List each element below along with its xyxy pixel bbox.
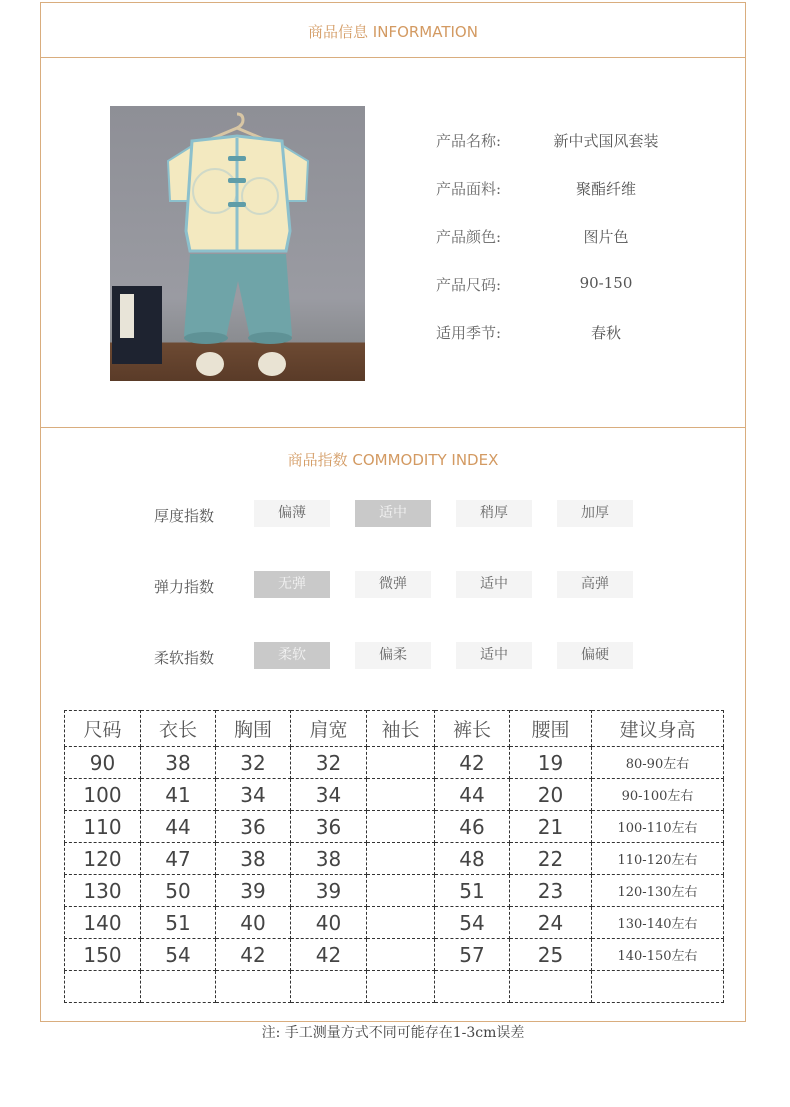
elasticity-label: 弹力指数 (154, 578, 215, 596)
table-cell (216, 971, 291, 1003)
table-cell: 42 (435, 747, 510, 779)
table-cell: 130-140左右 (592, 907, 724, 939)
measurement-note: 注: 手工测量方式不同可能存在1-3cm误差 (261, 1025, 525, 1041)
table-cell: 47 (141, 843, 216, 875)
softness-option: 柔软 (254, 642, 330, 669)
info-row-size (436, 274, 696, 298)
info-label: 产品面料: (436, 180, 502, 198)
info-value: 春秋 (590, 324, 621, 342)
elasticity-option: 高弹 (557, 571, 633, 598)
table-cell: 39 (291, 875, 367, 907)
thickness-label: 厚度指数 (154, 507, 215, 525)
table-cell (367, 843, 435, 875)
table-cell: 110 (65, 811, 141, 843)
table-cell (367, 939, 435, 971)
thickness-option: 偏薄 (254, 500, 330, 527)
table-cell: 38 (291, 843, 367, 875)
table-cell: 40 (291, 907, 367, 939)
table-cell: 100 (65, 779, 141, 811)
table-cell: 120-130左右 (592, 875, 724, 907)
table-cell: 51 (435, 875, 510, 907)
table-cell: 41 (141, 779, 216, 811)
table-cell: 25 (510, 939, 592, 971)
header-cell: 胸围 (216, 711, 291, 747)
table-cell: 54 (141, 939, 216, 971)
info-row-name (436, 130, 696, 154)
elasticity-option: 无弹 (254, 571, 330, 598)
table-row (65, 779, 724, 811)
table-cell (592, 971, 724, 1003)
table-row (65, 907, 724, 939)
product-photo (110, 106, 365, 381)
table-cell: 120 (65, 843, 141, 875)
table-cell: 90 (65, 747, 141, 779)
table-cell (367, 779, 435, 811)
softness-label: 柔软指数 (154, 649, 215, 667)
table-cell: 50 (141, 875, 216, 907)
table-cell (141, 971, 216, 1003)
info-value: 90-150 (579, 274, 633, 292)
info-value: 聚酯纤维 (575, 180, 636, 198)
table-row (65, 875, 724, 907)
size-table (64, 710, 724, 1003)
table-row (65, 939, 724, 971)
header-cell: 肩宽 (291, 711, 367, 747)
table-cell: 51 (141, 907, 216, 939)
info-row-color (436, 226, 696, 250)
table-cell: 23 (510, 875, 592, 907)
info-row-fabric (436, 178, 696, 202)
table-cell: 20 (510, 779, 592, 811)
elasticity-option: 微弹 (355, 571, 431, 598)
table-cell (367, 907, 435, 939)
section-divider (40, 427, 746, 428)
info-label: 产品名称: (436, 132, 502, 150)
shoe-icon (196, 352, 224, 376)
table-cell: 38 (141, 747, 216, 779)
table-cell (65, 971, 141, 1003)
table-cell: 90-100左右 (592, 779, 724, 811)
softness-option: 偏柔 (355, 642, 431, 669)
elasticity-option: 适中 (456, 571, 532, 598)
table-cell (367, 971, 435, 1003)
thickness-option: 加厚 (557, 500, 633, 527)
table-cell: 21 (510, 811, 592, 843)
table-cell: 80-90左右 (592, 747, 724, 779)
table-cell: 40 (216, 907, 291, 939)
table-row (65, 811, 724, 843)
info-value: 新中式国风套装 (553, 132, 659, 150)
table-cell: 44 (141, 811, 216, 843)
table-cell: 46 (435, 811, 510, 843)
header-cell: 建议身高 (592, 711, 724, 747)
info-label: 产品颜色: (436, 228, 502, 246)
table-cell: 54 (435, 907, 510, 939)
table-cell: 44 (435, 779, 510, 811)
product-illustration (110, 106, 365, 381)
table-cell: 140 (65, 907, 141, 939)
table-cell: 110-120左右 (592, 843, 724, 875)
header-cell: 裤长 (435, 711, 510, 747)
table-cell (367, 747, 435, 779)
info-label: 产品尺码: (436, 276, 502, 294)
table-cell: 19 (510, 747, 592, 779)
table-cell: 130 (65, 875, 141, 907)
table-cell (367, 811, 435, 843)
table-row-empty (65, 971, 724, 1003)
table-cell: 39 (216, 875, 291, 907)
table-row (65, 747, 724, 779)
thickness-option: 稍厚 (456, 500, 532, 527)
table-cell: 48 (435, 843, 510, 875)
table-cell: 22 (510, 843, 592, 875)
header-cell: 袖长 (367, 711, 435, 747)
table-cell: 42 (216, 939, 291, 971)
size-table-header (65, 711, 724, 747)
table-cell (367, 875, 435, 907)
info-label: 适用季节: (436, 324, 502, 342)
table-cell (435, 971, 510, 1003)
table-cell (510, 971, 592, 1003)
book-icon (112, 286, 162, 364)
softness-option: 适中 (456, 642, 532, 669)
table-cell: 32 (291, 747, 367, 779)
info-value: 图片色 (583, 228, 629, 246)
table-cell: 57 (435, 939, 510, 971)
table-row (65, 843, 724, 875)
table-cell: 34 (216, 779, 291, 811)
table-cell: 34 (291, 779, 367, 811)
table-cell (291, 971, 367, 1003)
table-cell: 38 (216, 843, 291, 875)
softness-option: 偏硬 (557, 642, 633, 669)
thickness-option: 适中 (355, 500, 431, 527)
table-cell: 140-150左右 (592, 939, 724, 971)
header-cell: 衣长 (141, 711, 216, 747)
info-row-season (436, 322, 696, 346)
table-cell: 100-110左右 (592, 811, 724, 843)
header-cell: 尺码 (65, 711, 141, 747)
table-cell: 32 (216, 747, 291, 779)
table-cell: 42 (291, 939, 367, 971)
header-cell: 腰围 (510, 711, 592, 747)
table-cell: 36 (216, 811, 291, 843)
table-cell: 150 (65, 939, 141, 971)
table-cell: 24 (510, 907, 592, 939)
info-section-title: 商品信息 INFORMATION (308, 23, 478, 41)
title-divider (40, 57, 746, 58)
index-section-title: 商品指数 COMMODITY INDEX (287, 451, 499, 469)
table-cell: 36 (291, 811, 367, 843)
